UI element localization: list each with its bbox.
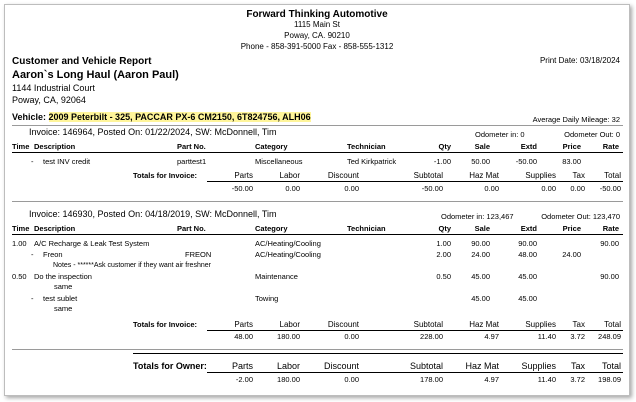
odometer-out: Odometer Out: 0 xyxy=(564,130,620,139)
cell-part-no: FREON xyxy=(185,250,212,259)
avg-daily-mileage: Average Daily Mileage: 32 xyxy=(532,115,620,124)
cell-time: 1.00 xyxy=(12,239,27,248)
owner-hazmat: 4.97 xyxy=(484,375,499,384)
cell-qty: -1.00 xyxy=(433,157,451,166)
totals-supplies-header: Supplies xyxy=(525,320,556,329)
totals-discount: 0.00 xyxy=(344,184,359,193)
report-page xyxy=(4,4,630,396)
owner-supplies: 11.40 xyxy=(537,375,556,384)
cell-category: AC/Heating/Cooling xyxy=(255,239,321,248)
invoice-header: Invoice: 146930, Posted On: 04/18/2019, SW: McDonnell, Tim xyxy=(29,209,277,219)
owner-tax-header: Tax xyxy=(570,361,585,371)
col-price: Price xyxy=(562,142,581,151)
totals-label: Totals for Invoice: xyxy=(133,171,198,180)
divider xyxy=(207,181,623,182)
cell-qty: 1.00 xyxy=(436,239,451,248)
owner-labor: 180.00 xyxy=(277,375,300,384)
totals-tax: 0.00 xyxy=(570,184,585,193)
cell-extd: -50.00 xyxy=(515,157,537,166)
owner-discount: 0.00 xyxy=(344,375,359,384)
col-rate: Rate xyxy=(602,142,619,151)
totals-labor: 180.00 xyxy=(277,332,300,341)
col-time: Time xyxy=(12,224,30,233)
cell-description: test INV credit xyxy=(43,157,91,166)
col-description: Description xyxy=(34,224,76,233)
divider xyxy=(12,152,623,153)
company-phone: Phone - 858-391-5000 Fax - 858-555-1312 xyxy=(240,42,394,51)
owner-subtotal-header: Subtotal xyxy=(409,361,443,371)
totals-subtotal: 228.00 xyxy=(420,332,443,341)
totals-total-header: Total xyxy=(604,320,621,329)
totals-labor-header: Labor xyxy=(279,320,300,329)
totals-hazmat-header: Haz Mat xyxy=(469,320,499,329)
cell-technician: Ted Kirkpatrick xyxy=(347,157,397,166)
cell-notes: Notes - ******Ask customer if they want air freshner xyxy=(53,262,211,269)
totals-labor: 0.00 xyxy=(285,184,300,193)
totals-tax-header: Tax xyxy=(572,171,585,180)
cell-description: Freon xyxy=(43,250,63,259)
divider xyxy=(12,234,623,235)
cell-price: 24.00 xyxy=(562,250,581,259)
col-part-no: Part No. xyxy=(177,142,206,151)
totals-label: Totals for Invoice: xyxy=(133,320,198,329)
divider xyxy=(207,372,623,373)
totals-parts: -50.00 xyxy=(231,184,253,193)
owner-supplies-header: Supplies xyxy=(521,361,556,371)
odometer-in: Odometer in: 123,467 xyxy=(441,212,514,221)
divider xyxy=(12,201,623,202)
cell-rate: 90.00 xyxy=(600,272,619,281)
col-sale: Sale xyxy=(474,224,490,233)
col-extd: Extd xyxy=(520,224,537,233)
cell-extd: 45.00 xyxy=(518,294,537,303)
owner-labor-header: Labor xyxy=(276,361,300,371)
col-price: Price xyxy=(562,224,581,233)
totals-tax: 3.72 xyxy=(570,332,585,341)
col-rate: Rate xyxy=(602,224,619,233)
col-technician: Technician xyxy=(347,142,386,151)
owner-totals-label: Totals for Owner: xyxy=(133,361,207,371)
totals-supplies: 11.40 xyxy=(537,332,556,341)
totals-hazmat: 0.00 xyxy=(484,184,499,193)
totals-labor-header: Labor xyxy=(279,171,300,180)
col-part-no: Part No. xyxy=(177,224,206,233)
cell-qty: 2.00 xyxy=(436,250,451,259)
cell-qty: 0.50 xyxy=(436,272,451,281)
owner-discount-header: Discount xyxy=(323,361,359,371)
owner-total: 198.09 xyxy=(598,375,621,384)
cell-sale: 24.00 xyxy=(471,250,490,259)
invoice-header: Invoice: 146964, Posted On: 01/22/2024, SW: McDonnell, Tim xyxy=(29,127,277,137)
vehicle-description: 2009 Peterbilt - 325, PACCAR PX-6 CM2150, 6T824756, ALH06 xyxy=(48,112,311,122)
cell-time: - xyxy=(31,250,34,259)
cell-description: same xyxy=(54,304,73,313)
cell-sale: 50.00 xyxy=(471,157,490,166)
vehicle-line xyxy=(12,113,311,122)
cell-category: Maintenance xyxy=(255,272,298,281)
company-name: Forward Thinking Automotive xyxy=(246,9,388,20)
company-city: Poway, CA. 90210 xyxy=(284,31,350,40)
print-date: Print Date: 03/18/2024 xyxy=(539,56,620,65)
divider xyxy=(133,353,623,354)
totals-tax-header: Tax xyxy=(572,320,585,329)
report-title: Customer and Vehicle Report xyxy=(12,56,152,67)
owner-hazmat-header: Haz Mat xyxy=(465,361,499,371)
col-technician: Technician xyxy=(347,224,386,233)
totals-subtotal: -50.00 xyxy=(421,184,443,193)
cell-description: same xyxy=(54,282,73,291)
cell-category: AC/Heating/Cooling xyxy=(255,250,321,259)
divider xyxy=(12,349,623,350)
totals-supplies-header: Supplies xyxy=(525,171,556,180)
totals-subtotal-header: Subtotal xyxy=(413,171,443,180)
customer-address: 1144 Industrial Court xyxy=(12,83,95,93)
cell-price: 83.00 xyxy=(562,157,581,166)
col-category: Category xyxy=(255,142,288,151)
col-qty: Qty xyxy=(438,224,451,233)
totals-total: 248.09 xyxy=(598,332,621,341)
col-sale: Sale xyxy=(474,142,490,151)
owner-parts: -2.00 xyxy=(235,375,253,384)
totals-subtotal-header: Subtotal xyxy=(413,320,443,329)
cell-sale: 90.00 xyxy=(471,239,490,248)
cell-extd: 90.00 xyxy=(518,239,537,248)
owner-tax: 3.72 xyxy=(570,375,585,384)
cell-time: - xyxy=(31,157,34,166)
cell-description: A/C Recharge & Leak Test System xyxy=(34,239,150,248)
customer-city: Poway, CA, 92064 xyxy=(12,95,86,105)
owner-parts-header: Parts xyxy=(231,361,253,371)
cell-rate: 90.00 xyxy=(600,239,619,248)
divider xyxy=(207,330,623,331)
totals-discount-header: Discount xyxy=(327,171,359,180)
cell-category: Towing xyxy=(255,294,279,303)
owner-total-header: Total xyxy=(601,361,621,371)
cell-description: Do the inspection xyxy=(34,272,92,281)
totals-supplies: 0.00 xyxy=(541,184,556,193)
cell-time: - xyxy=(31,294,34,303)
col-description: Description xyxy=(34,142,76,151)
col-category: Category xyxy=(255,224,288,233)
vehicle-label: Vehicle: xyxy=(12,112,49,122)
customer-name: Aaron`s Long Haul (Aaron Paul) xyxy=(12,69,179,81)
odometer-out: Odometer Out: 123,470 xyxy=(541,212,620,221)
totals-discount: 0.00 xyxy=(344,332,359,341)
totals-total: -50.00 xyxy=(599,184,621,193)
cell-category: Miscellaneous xyxy=(255,157,303,166)
totals-parts: 48.00 xyxy=(234,332,253,341)
col-qty: Qty xyxy=(438,142,451,151)
cell-part-no: parttest1 xyxy=(177,157,207,166)
owner-subtotal: 178.00 xyxy=(420,375,443,384)
totals-hazmat: 4.97 xyxy=(484,332,499,341)
col-time: Time xyxy=(12,142,30,151)
cell-time: 0.50 xyxy=(12,272,27,281)
divider xyxy=(12,125,623,126)
col-extd: Extd xyxy=(520,142,537,151)
totals-parts-header: Parts xyxy=(234,320,253,329)
cell-description: test sublet xyxy=(43,294,78,303)
totals-hazmat-header: Haz Mat xyxy=(469,171,499,180)
cell-extd: 48.00 xyxy=(518,250,537,259)
totals-discount-header: Discount xyxy=(327,320,359,329)
cell-sale: 45.00 xyxy=(471,294,490,303)
totals-parts-header: Parts xyxy=(234,171,253,180)
cell-extd: 45.00 xyxy=(518,272,537,281)
cell-sale: 45.00 xyxy=(471,272,490,281)
company-address: 1115 Main St xyxy=(294,20,340,29)
odometer-in: Odometer in: 0 xyxy=(475,130,525,139)
totals-total-header: Total xyxy=(604,171,621,180)
